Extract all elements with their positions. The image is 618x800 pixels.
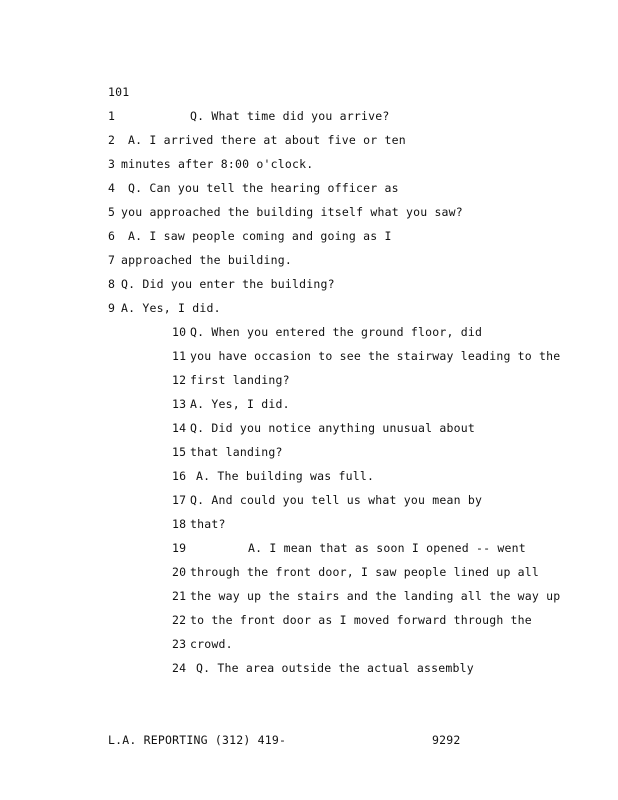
line-number: 21 <box>172 589 187 603</box>
footer-reporter: L.A. REPORTING (312) 419- <box>108 733 287 747</box>
line-text: Q. Can you tell the hearing officer as <box>128 181 399 195</box>
line-text: through the front door, I saw people lined up all <box>190 565 540 579</box>
line-text: A. The building was full. <box>196 469 375 483</box>
line-text: Q. Did you notice anything unusual about <box>190 421 475 435</box>
line-number: 10 <box>172 325 187 339</box>
line-text: A. Yes, I did. <box>121 301 221 315</box>
line-number: 7 <box>108 253 116 267</box>
line-number: 17 <box>172 493 187 507</box>
page-number: 101 <box>108 85 130 99</box>
line-number: 4 <box>108 181 116 195</box>
line-text: Q. When you entered the ground floor, did <box>190 325 483 339</box>
line-text: A. Yes, I did. <box>190 397 290 411</box>
line-number: 23 <box>172 637 187 651</box>
line-number: 6 <box>108 229 116 243</box>
line-number: 22 <box>172 613 187 627</box>
line-number: 18 <box>172 517 187 531</box>
line-number: 11 <box>172 349 187 363</box>
line-text: you approached the building itself what you saw? <box>121 205 463 219</box>
line-text: Q. Did you enter the building? <box>121 277 335 291</box>
line-text: the way up the stairs and the landing all the way up <box>190 589 561 603</box>
line-text: to the front door as I moved forward through the <box>190 613 532 627</box>
line-text: first landing? <box>190 373 290 387</box>
line-text: crowd. <box>190 637 233 651</box>
line-text: that? <box>190 517 226 531</box>
line-text: A. I mean that as soon I opened -- went <box>248 541 526 555</box>
line-number: 16 <box>172 469 187 483</box>
line-text: approached the building. <box>121 253 292 267</box>
line-text: A. I arrived there at about five or ten <box>128 133 406 147</box>
line-number: 3 <box>108 157 116 171</box>
line-number: 5 <box>108 205 116 219</box>
line-number: 13 <box>172 397 187 411</box>
line-number: 20 <box>172 565 187 579</box>
line-number: 19 <box>172 541 187 555</box>
line-text: Q. The area outside the actual assembly <box>196 661 474 675</box>
footer-phone-suffix: 9292 <box>432 733 461 747</box>
line-number: 14 <box>172 421 187 435</box>
line-text: you have occasion to see the stairway leading to the <box>190 349 561 363</box>
line-number: 15 <box>172 445 187 459</box>
line-text: Q. What time did you arrive? <box>190 109 390 123</box>
line-number: 9 <box>108 301 116 315</box>
line-text: Q. And could you tell us what you mean by <box>190 493 483 507</box>
line-number: 1 <box>108 109 116 123</box>
line-text: minutes after 8:00 o'clock. <box>121 157 314 171</box>
line-number: 8 <box>108 277 116 291</box>
line-text: that landing? <box>190 445 283 459</box>
line-number: 24 <box>172 661 187 675</box>
line-number: 2 <box>108 133 116 147</box>
line-text: A. I saw people coming and going as I <box>128 229 392 243</box>
line-number: 12 <box>172 373 187 387</box>
